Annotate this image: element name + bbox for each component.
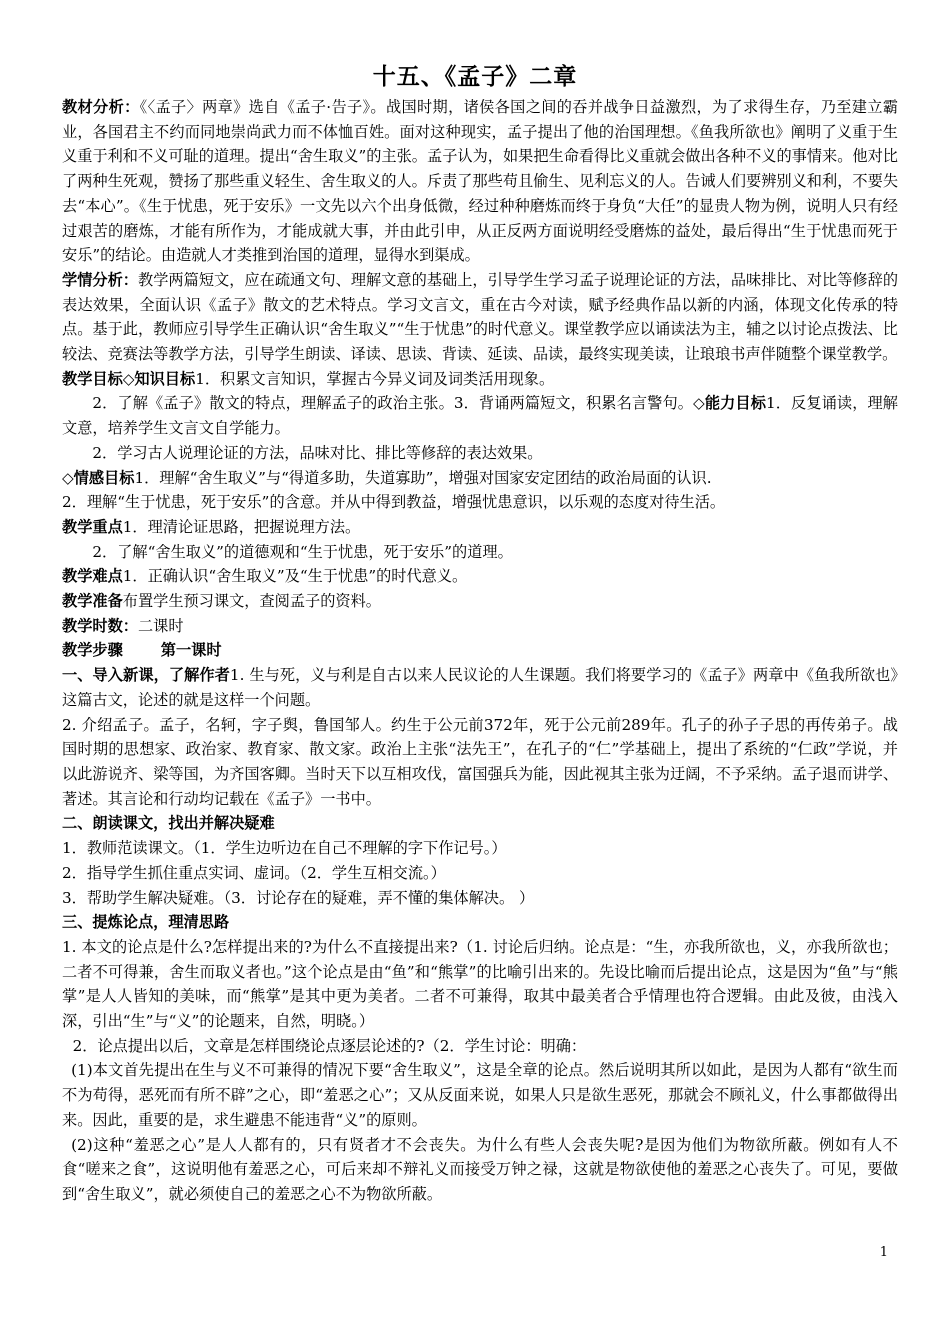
prep-line [62,589,898,614]
students-paragraph [62,268,898,367]
hours-line [62,614,898,639]
students-text: 教学两篇短文，应在疏通文句、理解文意的基础上，引导学生学习孟子说理论证的方法，品味排比、对比等修辞的表达效果，全面认识《孟子》散文的艺术特点。学习文言文，重在古今对读，赋予经典作品以新的内涵，体现文化传承的特点。基于此，教师应引导学生正确认识“舍生取义”“生于忧患”的时代意义。课堂教学应以诵读法为主，辅之以讨论点拨法、比较法、竞赛法等教学方法，引导学生朗读、译读、思读、背读、延读、品读，最终实现美读，让琅琅书声伴随整个课堂教学。 [62,270,899,364]
sec1-p2: 2. 介绍孟子。孟子，名轲，字子舆，鲁国邹人。约生于公元前372年，死于公元前289年。孔子的孙子子思的再传弟子。战国时期的思想家、政治家、教育家、散文家。政治上主张“法先王”，在孔子的“仁”学基础上，提出了系统的“仁政”学说，并以此游说齐、梁等国，为齐国客卿。当时天下以互相攻伐，富国强兵为能，因此视其主张为迂阔，不予采纳。孟子退而讲学、著述。其言论和行动均记载在《孟子》一书中。 [62,715,898,808]
hours-text: 二课时 [137,616,184,635]
emotion-label: ◇情感目标 [62,468,135,487]
key-points-p1: 1．理清论证思路，把握说理方法。 [122,517,361,536]
difficulty-text: 1．正确认识“舍生取义”及“生于忧患”的时代意义。 [122,567,468,586]
sec1-text: 1. 生与死，义与利是自古以来人民议论的人生课题。我们将要学习的《孟子》两章中《鱼我所欲也》这篇古文，论述的就是这样一个问题。 [62,666,899,709]
goals-label: 教学目标◇知识目标 [62,369,196,388]
page-number: 1 [879,1245,888,1260]
ability-label: ◇能力目标 [693,394,766,413]
lesson-label: 第一课时 [160,641,222,660]
analysis-text: 《〈孟子〉两章》选自《孟子·告子》。战国时期，诸侯各国之间的吞并战争日益激烈，为了求得生存，乃至建立霸业，各国君主不约而同地崇尚武力而不体恤百姓。面对这种现实，孟子提出了他的治国理想。《鱼我所欲也》阐明了义重于生义重于利和不义可耻的道理。提出“舍生取义”的主张。孟子认为，如果把生命看得比义重就会做出各种不义的事情来。他对比了两种生死观，赞扬了那些重义轻生、舍生取义的人。斥责了那些苟且偷生、见利忘义的人。告诫人们要辨别义和利，不要失去“本心”。《生于忧患，死于安乐》一文先以六个出身低微，经过种种磨炼而终于身负“大任”的显贵人物为例，说明人只有经过艰苦的磨炼，才能有所作为，才能成就大事，并由此引申，从正反两方面说明经受磨炼的益处，最后得出“生于忧患而死于安乐”的结论。由造就人才类推到治国的道理，显得水到渠成。 [62,98,899,265]
goals-emotion [62,466,898,491]
sec3-a1: (1)本文首先提出在生与义不可兼得的情况下要“舍生取义”，这是全章的论点。然后说明其所以如此，是因为人都有“欲生而不为苟得，恶死而有所不辟”之心，即“羞恶之心”；又从反面来说，如果人只是欲生恶死，那就会不顾礼义，什么事都做得出来。因此，重要的是，求生避患不能违背“义”的原则。 [62,1061,898,1129]
sec2-l1: 1．教师范读课文。（1．学生边听边在自己不理解的字下作记号。） [62,839,507,858]
analysis-label: 教材分析： [62,98,140,116]
prep-label: 教学准备 [62,592,123,611]
document-body [62,95,898,1207]
goals-a2: 2．学习古人说理论证的方法，品味对比、排比等修辞的表达效果。 [92,443,543,462]
goals-k2-pre: 2．了解《孟子》散文的特点，理解孟子的政治主张。3．背诵两篇短文，积累名言警句。 [92,394,694,413]
goals-e1: 1．理解“舍生取义”与“得道多助，失道寡助”，增强对国家安定团结的政治局面的认识. [134,468,712,487]
page-title: 十五、《孟子》二章 [372,63,578,90]
goals-knowledge [62,367,898,392]
key-points-2: 2．了解“舍生取义”的道德观和“生于忧患，死于安乐”的道理。 [92,542,513,561]
key-points-1 [62,515,898,540]
sec3-q1: 1. 本文的论点是什么?怎样提出来的?为什么不直接提出来?（1. 讨论后归纳。论点是：“生，亦我所欲也，义，亦我所欲也；二者不可得兼，舍生而取义者也。”这个论点是由“鱼”和“熊掌”的比喻引出来的。先设比喻而后提出论点，这是因为“鱼”与“熊掌”是人人皆知的美味，而“熊掌”是其中更为美者。二者不可兼得，取其中最美者合乎情理也符合逻辑。由此及彼，由浅入深，引出“生”与“义”的论题来，自然，明晓。） [62,937,898,1031]
goals-e2: 2．理解“生于忧患，死于安乐”的含意。并从中得到教益，增强忧患意识，以乐观的态度对待生活。 [62,493,726,512]
sec2-l2: 2．指导学生抓住重点实词、虚词。（2．学生互相交流。） [62,863,446,882]
steps-label: 教学步骤 [62,641,123,660]
difficulty-line [62,564,898,589]
hours-label: 教学时数： [62,616,138,635]
sec3-heading: 三、提炼论点，理清思路 [62,913,230,932]
goals-k2 [62,391,898,440]
sec1-paragraph [62,663,898,712]
sec3-q2: 2．论点提出以后，文章是怎样围绕论点逐层论述的?（2．学生讨论：明确： [72,1036,587,1055]
goals-k2-post: 1．反复诵读，理解文意，培养学生文言文自学能力。 [62,394,898,438]
sec1-heading: 一、导入新课，了解作者 [62,666,230,685]
analysis-paragraph [62,95,898,268]
key-points-label: 教学重点 [62,517,123,536]
students-label: 学情分析： [62,270,139,289]
difficulty-label: 教学难点 [62,567,123,586]
sec2-heading: 二、朗读课文，找出并解决疑难 [62,814,275,833]
steps-line [62,638,898,663]
sec3-a2: (2)这种“羞恶之心”是人人都有的，只有贤者才不会丧失。为什么有些人会丧失呢?是因为他们为物欲所蔽。例如有人不食“嗟来之食”，这说明他有羞恶之心，可后来却不辩礼义而接受万钟之禄，这就是物欲使他的羞恶之心丧失了。可见，要做到“舍生取义”，就必须使自己的羞恶之心不为物欲所蔽。 [62,1135,898,1203]
sec2-l3: 3．帮助学生解决疑难。（3．讨论存在的疑难，弄不懂的集体解决。 ） [62,888,535,907]
goals-k1: 1．积累文言知识，掌握古今异义词及词类活用现象。 [195,369,555,388]
prep-text: 布置学生预习课文，查阅孟子的资料。 [122,592,381,611]
